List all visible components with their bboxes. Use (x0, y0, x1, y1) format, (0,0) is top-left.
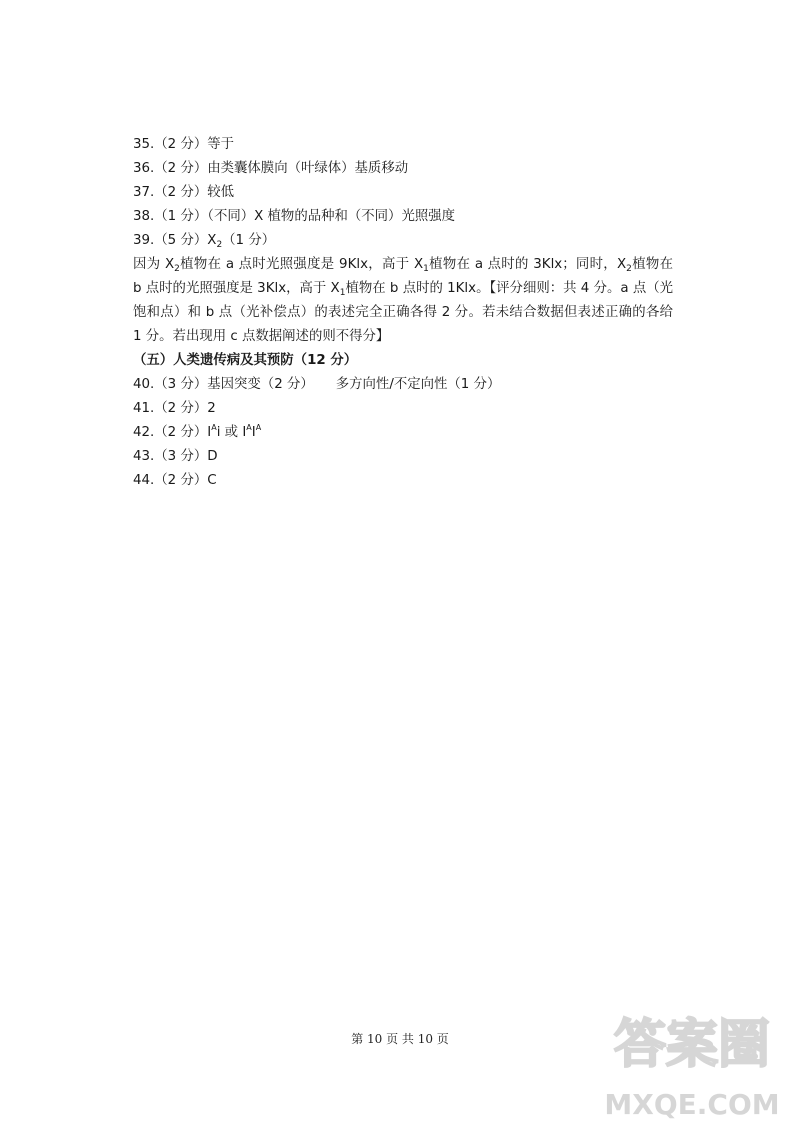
question-number: 36. (133, 161, 155, 176)
question-score: （1 分） (154, 209, 208, 224)
answer-text: 2 (207, 401, 216, 416)
question-score: （2 分） (154, 425, 208, 440)
answer-39 (133, 229, 673, 253)
superscript: A (211, 423, 217, 432)
question-number: 35. (133, 137, 155, 152)
answer-text: 基因突变（2 分） (207, 377, 314, 392)
answer-text: 由类囊体膜向（叶绿体）基质移动 (207, 161, 409, 176)
answer-43 (133, 445, 673, 469)
genotype-2 (242, 425, 261, 440)
question-number: 37. (133, 185, 155, 200)
answer-text: D (207, 449, 218, 464)
answer-36 (133, 157, 673, 181)
question-score: （2 分） (154, 401, 208, 416)
subscript: 2 (174, 264, 180, 274)
answer-40 (133, 373, 673, 397)
question-score: （3 分） (154, 377, 208, 392)
superscript: A (246, 423, 252, 432)
answer-text: 等于 (207, 137, 235, 152)
subscript: 1 (423, 264, 429, 274)
question-score: （2 分） (154, 137, 208, 152)
watermark-logo (602, 1006, 782, 1121)
answer-39-explanation (133, 253, 673, 349)
watermark-site-text: MXQE.COM (604, 1088, 780, 1121)
subscript: 1 (339, 288, 346, 298)
subscript: 2 (626, 264, 632, 274)
allele: i (216, 425, 221, 440)
answer-42 (133, 421, 673, 445)
answer-text: 较低 (207, 185, 235, 200)
watermark-logo-text: 答案圈 (613, 1015, 771, 1075)
allele: I (242, 425, 247, 440)
section-heading: （五）人类遗传病及其预防（12 分） (133, 353, 358, 368)
explanation-text: 因为 X (133, 257, 175, 272)
explanation-text: 植物在 a 点时的 3Klx；同时，X (428, 257, 627, 272)
answer-44 (133, 469, 673, 493)
question-score: （2 分） (154, 185, 208, 200)
question-score: （3 分） (154, 449, 208, 464)
question-number: 42. (133, 425, 155, 440)
allele: I (251, 425, 256, 440)
answer-37 (133, 181, 673, 205)
answer-text-secondary: 多方向性/不定向性（1 分） (335, 377, 501, 392)
answer-score: （1 分） (222, 233, 276, 248)
question-score: （5 分） (154, 233, 208, 248)
answer-text: X (207, 233, 217, 248)
answer-41 (133, 397, 673, 421)
allele: I (207, 425, 212, 440)
explanation-text: 植物在 b 点时的 1Klx。【评分细则：共 4 分。a 点（光饱和点）和 b 点（光补偿点）的表述完全正确各得 2 分。若未结合数据但表述正确的各给 1 分。若出现用 c 点数据阐述的则不得分】 (133, 281, 674, 344)
watermark-logo-icon (602, 1006, 782, 1076)
question-number: 41. (133, 401, 155, 416)
superscript: A (255, 423, 262, 432)
answer-text: （不同）X 植物的品种和（不同）光照强度 (207, 209, 456, 224)
question-number: 44. (133, 473, 155, 488)
explanation-text: 植物在 b 点时的光照强度是 3Klx，高于 X (133, 257, 673, 296)
answer-35 (133, 133, 673, 157)
explanation-text: 植物在 a 点时光照强度是 9Klx，高于 X (179, 257, 424, 272)
or-text: 或 (220, 425, 243, 440)
genotype-1 (207, 425, 220, 440)
answer-text: C (207, 473, 217, 488)
question-number: 43. (133, 449, 155, 464)
answer-list (133, 133, 673, 493)
question-number: 39. (133, 233, 155, 248)
question-number: 38. (133, 209, 155, 224)
answer-38 (133, 205, 673, 229)
subscript: 2 (216, 240, 223, 250)
question-number: 40. (133, 377, 155, 392)
question-score: （2 分） (154, 161, 208, 176)
question-score: （2 分） (154, 473, 208, 488)
page-footer: 第 10 页 共 10 页 (351, 1032, 449, 1046)
